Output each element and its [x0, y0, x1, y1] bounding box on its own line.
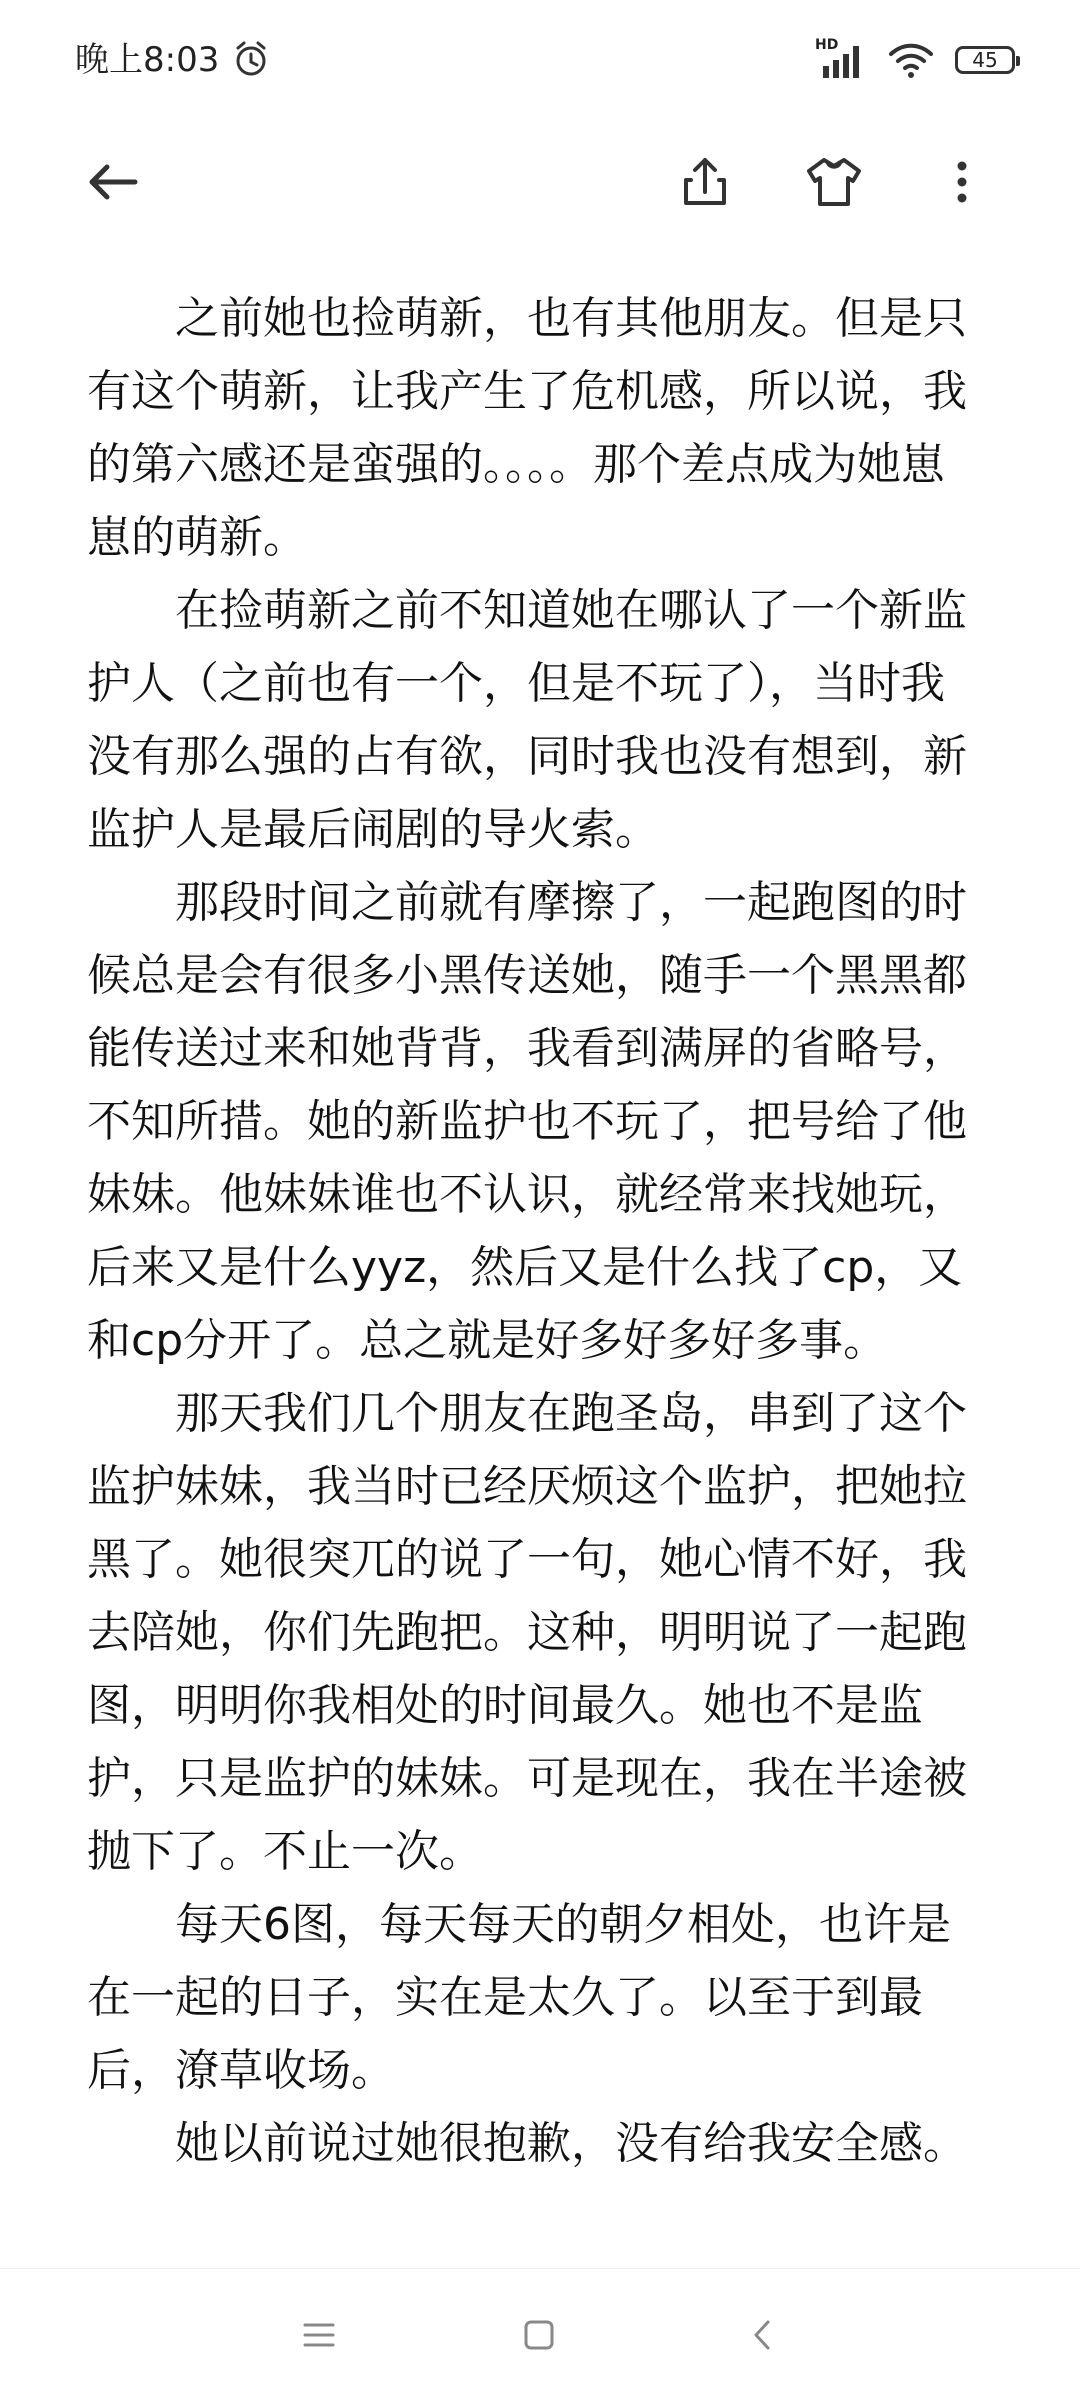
- paragraph-5: 每天6图，每天每天的朝夕相处，也许是在一起的日子，实在是太久了。以至于到最后，潦草收场。: [87, 1899, 951, 2096]
- home-button[interactable]: [511, 2307, 567, 2363]
- wifi-icon: [885, 38, 937, 82]
- status-bar: [0, 0, 1080, 120]
- network-label: HD: [815, 37, 839, 53]
- paragraph-1: 之前她也捡萌新，也有其他朋友。但是只有这个萌新，让我产生了危机感，所以说，我的第六感还是蛮强的。。。。那个差点成为她崽崽的萌新。: [87, 293, 967, 563]
- home-square-icon: [518, 2314, 560, 2356]
- paragraph-2: 在捡萌新之前不知道她在哪认了一个新监护人（之前也有一个，但是不玩了），当时我没有那么强的占有欲，同时我也没有想到，新监护人是最后闹剧的导火索。: [87, 585, 967, 855]
- paragraph-6: 她以前说过她很抱歉，没有给我安全感。: [175, 2118, 967, 2169]
- share-button[interactable]: [663, 140, 747, 224]
- system-navigation-bar: [0, 2268, 1080, 2401]
- signal-icon: [815, 38, 867, 82]
- paragraph-3: 那段时间之前就有摩擦了，一起跑图的时候总是会有很多小黑传送她，随手一个黑黑都能传送过来和她背背，我看到满屏的省略号，不知所措。她的新监护也不玩了，把号给了他妹妹。他妹妹谁也不认识，就经常来找她玩，后来又是什么yyz，然后又是什么找了cp，又和cp分开了。总之就是好多好多好多事。: [87, 877, 967, 1366]
- back-arrow-icon: [80, 150, 144, 214]
- status-time: 晚上8:03: [75, 40, 220, 80]
- menu-icon: [298, 2314, 340, 2356]
- paragraph-4: 那天我们几个朋友在跑圣岛，串到了这个监护妹妹，我当时已经厌烦这个监护，把她拉黑了。她很突兀的说了一句，她心情不好，我去陪她，你们先跑把。这种，明明说了一起跑图，明明你我相处的时间最久。她也不是监护，只是监护的妹妹。可是现在，我在半途被抛下了。不止一次。: [87, 1388, 967, 1877]
- more-vertical-icon: [930, 150, 994, 214]
- reader-toolbar: [0, 120, 1080, 260]
- theme-button[interactable]: [792, 140, 876, 224]
- alarm-icon: [230, 38, 272, 80]
- system-back-button[interactable]: [735, 2307, 791, 2363]
- tshirt-icon: [800, 148, 868, 216]
- reading-content[interactable]: [87, 282, 987, 2277]
- back-button[interactable]: [70, 140, 154, 224]
- battery-level: 45: [972, 48, 998, 72]
- status-icons: [815, 34, 1015, 86]
- back-chevron-icon: [742, 2314, 784, 2356]
- menu-button[interactable]: [291, 2307, 347, 2363]
- battery-icon: [955, 46, 1015, 74]
- more-options-button[interactable]: [920, 140, 1004, 224]
- share-icon: [673, 150, 737, 214]
